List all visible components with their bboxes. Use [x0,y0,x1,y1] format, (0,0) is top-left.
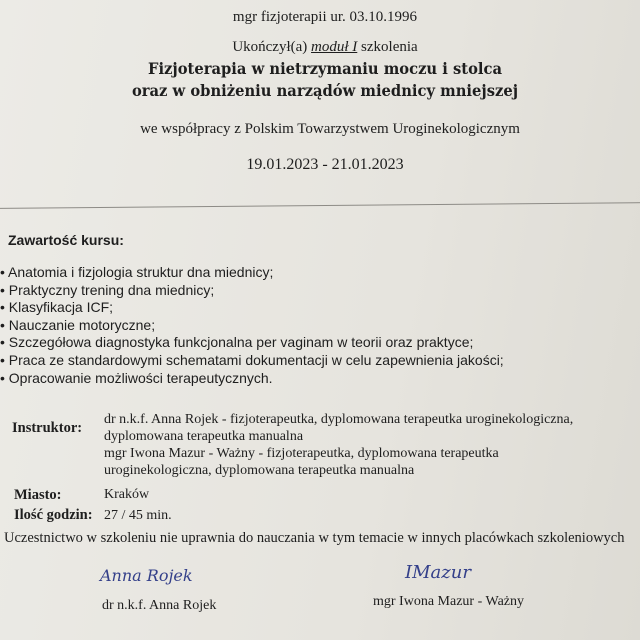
city-label: Miasto: [14,487,62,503]
list-item: • Anatomia i fizjologia struktur dna miednicy; [0,264,504,282]
instructor-line: dr n.k.f. Anna Rojek - fizjoterapeutka, dyplomowana terapeutka uroginekologiczna, [104,412,574,427]
instructor-label: Instruktor: [12,420,83,436]
list-item: • Nauczanie motoryczne; [0,317,504,335]
course-title [26,58,624,102]
list-item: • Praca ze standardowymi schematami dokumentacji w celu zapewnienia jakości; [0,352,504,370]
instructor-line: mgr Iwona Mazur - Ważny - fizjoterapeutka, dyplomowana terapeutka [104,446,499,461]
cooperation: we współpracy z Polskim Towarzystwem Uroginekologicznym [140,121,520,137]
hours-value: 27 / 45 min. [104,508,172,523]
instructor-line: uroginekologiczna, dyplomowana terapeutka manualna [104,463,415,478]
completed-prefix: Ukończył(a) [232,39,312,55]
content-heading: Zawartość kursu: [8,232,124,248]
list-item: • Szczegółowa diagnostyka funkcjonalna per vaginam w teorii oraz praktyce; [0,334,504,352]
degree-birthdate: mgr fizjoterapii ur. 03.10.1996 [232,9,418,25]
hours-label: Ilość godzin: [14,507,93,523]
list-item: • Praktyczny trening dna miednicy; [0,282,504,300]
city-value: Kraków [104,487,150,502]
course-title-line1: Fizjoterapia w nietrzymaniu moczu i stolca [148,59,502,78]
completion-line [0,39,640,56]
signatory-1: dr n.k.f. Anna Rojek [102,598,217,613]
signatory-2: mgr Iwona Mazur - Ważny [373,594,525,609]
list-item: • Opracowanie możliwości terapeutycznych. [0,370,504,388]
signature-anna-rojek: Anna Rojek [100,566,193,585]
course-dates: 19.01.2023 - 21.01.2023 [246,156,404,173]
signature-iwona-mazur: IMazur [405,562,471,583]
instructor-value [104,411,573,479]
completed-suffix: szkolenia [357,39,418,55]
content-list [0,264,504,387]
disclaimer: Uczestnictwo w szkoleniu nie uprawnia do nauczania w tym temacie w innych placówkach szkoleniowych [4,530,625,546]
course-title-line2: oraz w obniżeniu narządów miednicy mniejszej [131,81,519,100]
module-name: moduł I [311,39,358,55]
instructor-line: dyplomowana terapeutka manualna [104,429,304,444]
divider [0,202,640,209]
list-item: • Klasyfikacja ICF; [0,299,504,317]
